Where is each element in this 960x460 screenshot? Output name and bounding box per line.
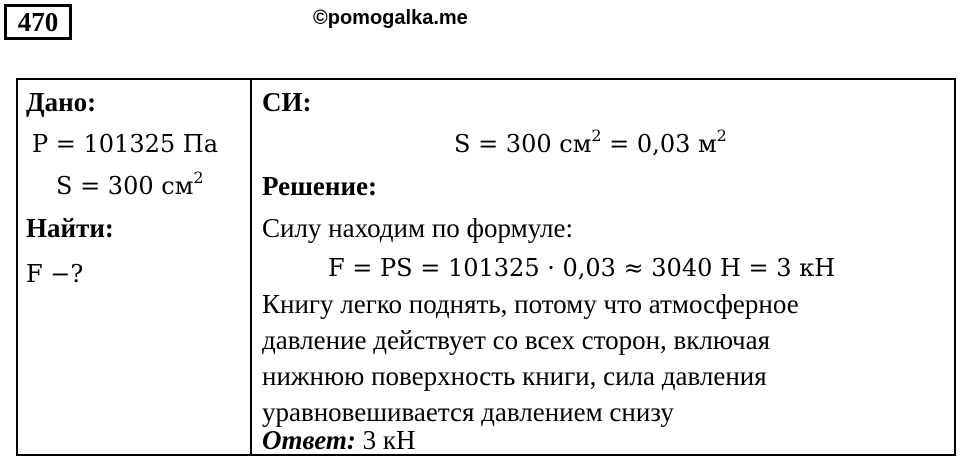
- find-heading: Найти:: [26, 213, 114, 243]
- si-conversion: S = 300 $см^2 = 0,03$ $м^2$: [454, 126, 727, 158]
- solution-heading: Решение:: [262, 171, 377, 201]
- watermark: ©pomogalka.me: [313, 7, 468, 29]
- solution-intro: Силу находим по формуле:: [262, 213, 573, 243]
- explanation-line-3: нижнюю поверхность книги, сила давления: [262, 361, 767, 391]
- answer-line: [262, 422, 415, 458]
- si-heading: СИ:: [262, 87, 312, 117]
- explanation-line-2: давление действует со всех сторон, включая: [262, 325, 771, 355]
- solution-formula: F = PS = 101325 · 0,03 ≈ 3040 Н = 3 кН: [328, 254, 836, 282]
- solution-table: [16, 78, 956, 456]
- column-divider: [250, 80, 252, 454]
- given-heading: Дано:: [26, 87, 97, 117]
- answer-value: 3 кН: [355, 425, 416, 455]
- answer-label: Ответ:: [262, 425, 356, 455]
- explanation-line-4: уравновешивается давлением снизу: [262, 397, 674, 427]
- problem-number: 470: [4, 4, 72, 40]
- given-pressure: P = 101325 Па: [32, 130, 218, 158]
- explanation-line-1: Книгу легко поднять, потому что атмосферное: [262, 289, 799, 319]
- find-value: F −?: [26, 260, 84, 288]
- given-area: S = 300 $см^2$: [56, 168, 204, 200]
